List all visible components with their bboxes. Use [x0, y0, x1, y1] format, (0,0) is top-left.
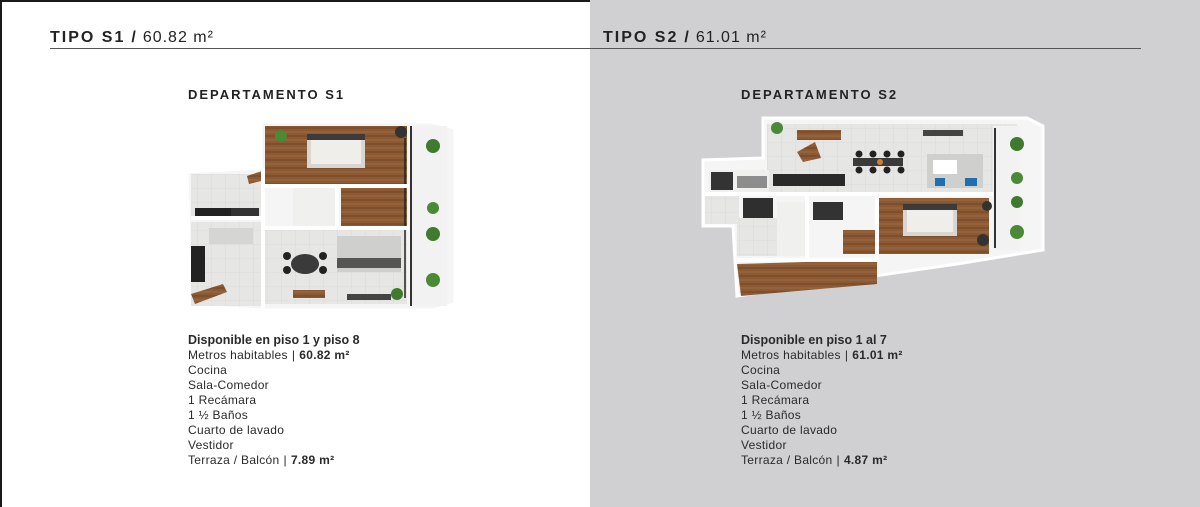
feature-item: 1 Recámara	[741, 393, 810, 407]
metros-label: Metros habitables	[741, 348, 841, 362]
metros-label: Metros habitables	[188, 348, 288, 362]
feature-item: Cocina	[741, 363, 781, 377]
tipo-area: 60.82 m²	[142, 29, 214, 46]
info-s1	[188, 333, 360, 468]
floor-plan-s2	[697, 114, 1052, 300]
feature-item: Vestidor	[188, 438, 234, 452]
header-divider	[50, 48, 1141, 49]
header-tipo-s2	[603, 29, 767, 47]
header-tipo-s1	[50, 29, 214, 47]
separator: |	[283, 453, 287, 467]
metros-value: 61.01 m²	[852, 348, 903, 362]
metros-row	[188, 348, 360, 363]
feature-item: Sala-Comedor	[188, 378, 269, 392]
feature-item: Sala-Comedor	[741, 378, 822, 392]
separator: |	[291, 348, 296, 362]
terraza-row	[741, 453, 903, 468]
feature-item: 1 Recámara	[188, 393, 257, 407]
terraza-value: 4.87 m²	[843, 453, 888, 467]
page-frame-left	[0, 0, 2, 507]
metros-row	[741, 348, 903, 363]
terraza-value: 7.89 m²	[290, 453, 335, 467]
tipo-label: TIPO S1	[50, 29, 126, 46]
header-slash: /	[131, 29, 137, 46]
availability: Disponible en piso 1 y piso 8	[188, 333, 360, 347]
separator: |	[844, 348, 849, 362]
metros-value: 60.82 m²	[299, 348, 350, 362]
tipo-area: 61.01 m²	[695, 29, 767, 46]
feature-item: Cuarto de lavado	[188, 423, 285, 437]
feature-item: 1 ½ Baños	[188, 408, 249, 422]
terraza-label: Terraza / Balcón	[741, 453, 833, 467]
info-s2	[741, 333, 903, 468]
availability: Disponible en piso 1 al 7	[741, 333, 887, 347]
dept-title-s1: DEPARTAMENTO S1	[188, 87, 346, 102]
feature-item: Cuarto de lavado	[741, 423, 838, 437]
terraza-row	[188, 453, 360, 468]
floor-plan-s1	[183, 118, 463, 314]
terraza-label: Terraza / Balcón	[188, 453, 280, 467]
feature-item: Vestidor	[741, 438, 787, 452]
feature-item: 1 ½ Baños	[741, 408, 802, 422]
tipo-label: TIPO S2	[603, 29, 679, 46]
dept-title-s2: DEPARTAMENTO S2	[741, 87, 899, 102]
feature-item: Cocina	[188, 363, 228, 377]
header-slash: /	[684, 29, 690, 46]
separator: |	[836, 453, 840, 467]
